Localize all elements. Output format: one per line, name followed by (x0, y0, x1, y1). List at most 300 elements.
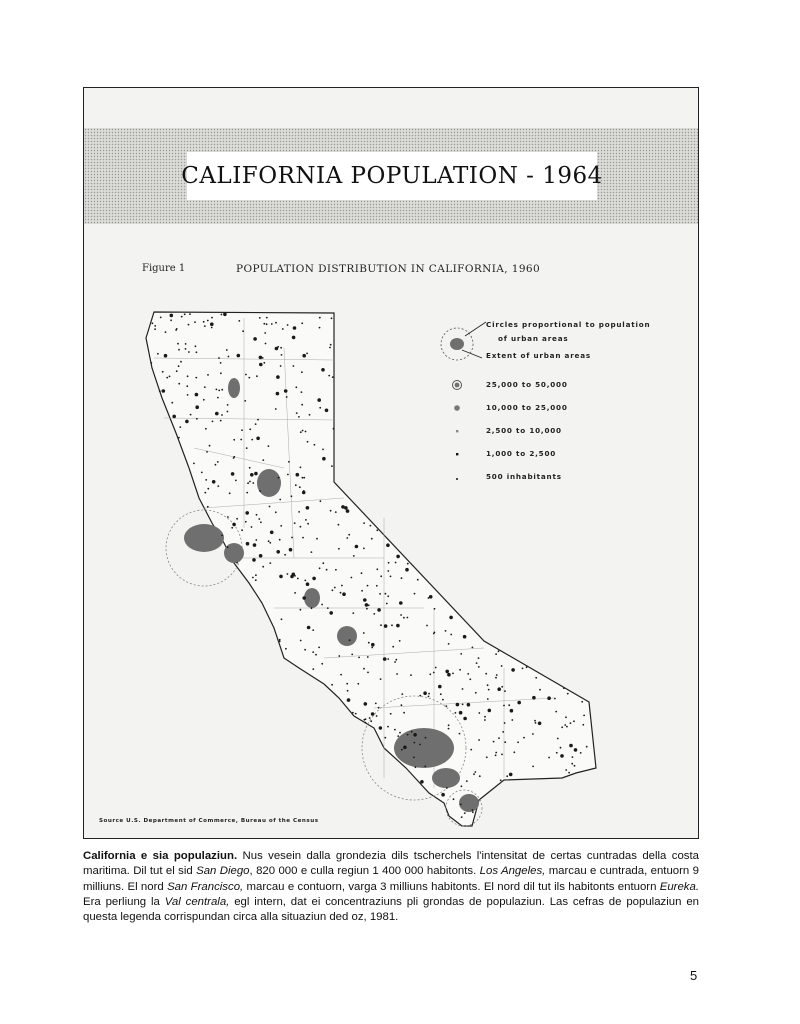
population-dot (237, 354, 241, 358)
population-dot (456, 703, 458, 705)
population-dot (438, 685, 442, 689)
population-dot (478, 666, 480, 668)
population-dot (220, 372, 222, 374)
population-dot (185, 348, 187, 350)
population-dot (207, 320, 209, 322)
population-dot (271, 323, 273, 325)
population-dot (380, 575, 382, 577)
population-dot (330, 344, 332, 346)
population-dot (276, 375, 280, 379)
population-dot (233, 439, 235, 441)
population-dot (255, 579, 257, 581)
population-dot (419, 744, 421, 746)
population-dot (380, 624, 382, 626)
population-dot (190, 414, 192, 416)
population-dot (479, 775, 481, 777)
population-dot (574, 748, 578, 752)
population-dot (280, 525, 282, 527)
population-dot (548, 757, 550, 759)
population-dot (203, 399, 205, 401)
population-dot (379, 726, 383, 730)
population-dot (249, 481, 251, 483)
population-dot (217, 397, 219, 399)
population-dot (211, 327, 213, 329)
population-dot (428, 696, 430, 698)
population-dot (284, 389, 288, 393)
population-dot (401, 704, 403, 706)
population-dot (532, 733, 534, 735)
population-dot (503, 705, 505, 707)
population-dot (574, 765, 576, 767)
population-dot (414, 593, 416, 595)
caption-text: marcau e cuntrada, entuorn 9 milliuns. El nord (83, 865, 699, 893)
population-dot (517, 701, 521, 705)
population-dot (170, 314, 174, 318)
population-dot (195, 393, 199, 397)
caption-place: Eureka. (659, 880, 699, 893)
population-dot (255, 574, 257, 576)
population-dot (570, 722, 572, 724)
population-dot (285, 648, 287, 650)
population-dot (384, 737, 386, 739)
legend-row-500: 500 inhabitants (486, 472, 562, 481)
population-dot (236, 562, 238, 564)
population-dot (399, 601, 403, 605)
population-dot (320, 500, 322, 502)
population-dot (322, 457, 326, 461)
caption-text: marcau e contuorn, varga 3 milliuns habitonts. El nord dil tut ils habitonts entuorn (243, 880, 660, 893)
legend-circles-line2: of urban areas (498, 334, 569, 343)
population-dot (221, 389, 223, 391)
population-dot (205, 428, 207, 430)
population-dot (281, 618, 283, 620)
population-dot (280, 347, 282, 349)
caption-text: egl intern, dat ei concentraziuns pli grondas de populaziun. Las cefras de populaziun en questa legenda corrispundan circa alla situaziun ded oz, 1981. (83, 895, 699, 924)
population-dot (279, 499, 281, 501)
population-dot (445, 630, 447, 632)
population-dot (218, 357, 220, 359)
population-dot (419, 695, 421, 697)
source-note: Source U.S. Department of Commerce, Bureau of the Census (99, 818, 319, 824)
population-dot (266, 317, 268, 319)
population-dot (426, 625, 428, 627)
population-dot (268, 445, 270, 447)
population-dot (329, 347, 331, 349)
population-dot (472, 811, 474, 813)
population-dot (326, 569, 328, 571)
population-dot (300, 467, 302, 469)
population-dot (311, 607, 313, 609)
population-dot (304, 649, 306, 651)
population-dot (383, 657, 387, 661)
population-dot (506, 775, 508, 777)
population-dot (358, 657, 360, 659)
population-dot (298, 511, 300, 513)
population-dot (433, 672, 435, 674)
state-outline (146, 312, 596, 826)
population-dot (321, 368, 325, 372)
population-dot (203, 321, 205, 323)
population-dot (187, 394, 189, 396)
population-dot (304, 580, 306, 582)
population-dot (216, 389, 218, 391)
population-dot (319, 567, 321, 569)
population-dot (327, 607, 329, 609)
population-dot (510, 709, 514, 713)
population-dot (319, 327, 321, 329)
population-dot (433, 633, 435, 635)
population-dot (346, 537, 348, 539)
population-dot (340, 592, 342, 594)
population-dot (275, 347, 279, 351)
legend-circles-line1: Circles proportional to population (486, 320, 651, 329)
population-dot (302, 430, 304, 432)
legend-row-1000: 1,000 to 2,500 (486, 449, 557, 458)
population-dot (255, 539, 257, 541)
population-dot (364, 702, 368, 706)
population-dot (297, 578, 299, 580)
population-dot (245, 374, 247, 376)
population-dot (511, 668, 515, 672)
population-dot (484, 716, 486, 718)
population-dot (464, 812, 466, 814)
population-dot (290, 575, 294, 579)
population-dot (311, 551, 313, 553)
population-dot (413, 742, 415, 744)
population-dot (497, 687, 501, 691)
population-dot (255, 423, 257, 425)
population-dot (317, 398, 321, 402)
figure-frame (83, 87, 699, 839)
population-dot (260, 521, 262, 523)
population-dot (295, 386, 297, 388)
population-dot (165, 331, 167, 333)
population-dot (487, 698, 489, 700)
population-dot (258, 518, 260, 520)
population-dot (256, 514, 258, 516)
population-dot (154, 328, 156, 330)
population-dot (365, 603, 369, 607)
population-dot (265, 343, 267, 345)
population-dot (240, 439, 242, 441)
population-dot (231, 472, 235, 476)
population-dot (394, 661, 396, 663)
population-dot (386, 543, 390, 547)
population-dot (495, 677, 497, 679)
population-dot (352, 712, 354, 714)
population-dot (395, 659, 397, 661)
population-dot (296, 412, 298, 414)
population-dot (467, 703, 471, 707)
population-dot (233, 457, 235, 459)
population-dot (176, 370, 178, 372)
population-dot (205, 479, 207, 481)
population-dot (335, 569, 337, 571)
population-dot (238, 320, 240, 322)
caption-text: Era perliung la (83, 895, 165, 908)
population-dot (487, 684, 489, 686)
population-dot (508, 704, 510, 706)
population-dot (217, 461, 219, 463)
population-dot (425, 737, 427, 739)
legend-extent-label: Extent of urban areas (486, 351, 591, 360)
population-dot (573, 720, 575, 722)
population-dot (557, 738, 559, 740)
population-dot (463, 635, 467, 639)
population-dot (235, 480, 237, 482)
population-dot (346, 509, 350, 513)
population-dot (355, 545, 359, 549)
figure-title: POPULATION DISTRIBUTION IN CALIFORNIA, 1960 (236, 263, 541, 275)
population-dot (321, 663, 323, 665)
population-dot (371, 647, 373, 649)
population-dot (534, 720, 536, 722)
population-dot (262, 459, 264, 461)
population-dot (196, 351, 198, 353)
population-dot (466, 780, 468, 782)
population-dot (417, 579, 419, 581)
caption-text: , 820 000 e culla regiun 1 400 000 habitonts. (249, 865, 480, 878)
population-dot (379, 593, 381, 595)
population-dot (194, 321, 196, 323)
population-dot (434, 608, 436, 610)
population-dot (332, 376, 334, 378)
population-dot (463, 717, 467, 721)
population-dot (353, 555, 355, 557)
population-dot (154, 325, 156, 327)
population-dot (196, 418, 198, 420)
population-dot (312, 651, 314, 653)
population-dot (227, 404, 229, 406)
population-dot (259, 490, 261, 492)
population-dot (498, 650, 500, 652)
population-dot (204, 386, 206, 388)
population-dot (335, 511, 337, 513)
population-dot (377, 608, 381, 612)
population-dot (517, 741, 519, 743)
population-dot (251, 526, 253, 528)
population-dot (401, 577, 403, 579)
population-dot (284, 554, 286, 556)
population-dot (407, 563, 409, 565)
population-dot (289, 548, 293, 552)
population-dot (263, 323, 265, 325)
population-dot (211, 317, 213, 319)
population-dot (282, 328, 284, 330)
population-dot (428, 693, 430, 695)
population-dot (388, 562, 390, 564)
population-dot (445, 705, 447, 707)
population-dot (169, 376, 171, 378)
population-dot (338, 548, 340, 550)
population-dot (338, 655, 340, 657)
population-dot (180, 361, 182, 363)
population-dot (341, 585, 343, 587)
population-dot (212, 480, 216, 484)
population-dot (413, 757, 415, 759)
population-dot (279, 640, 281, 642)
population-dot (164, 354, 168, 358)
population-dot (170, 319, 172, 321)
population-dot (314, 444, 316, 446)
population-dot (300, 431, 302, 433)
population-dot (210, 322, 214, 326)
population-dot (363, 598, 367, 602)
population-dot (207, 488, 209, 490)
population-dot (535, 677, 537, 679)
population-dot (293, 365, 295, 367)
population-dot (242, 330, 244, 332)
population-dot (221, 414, 223, 416)
population-dot (361, 590, 363, 592)
population-dot (309, 414, 311, 416)
population-dot (357, 683, 359, 685)
population-dot (218, 390, 220, 392)
population-dot (448, 728, 450, 730)
population-dot (569, 744, 573, 748)
population-dot (287, 474, 289, 476)
population-dot (446, 787, 448, 789)
population-dot (302, 596, 306, 600)
population-dot (176, 328, 178, 330)
population-dot (302, 477, 304, 479)
population-dot (302, 354, 306, 358)
population-dot (460, 804, 462, 806)
population-dot (522, 668, 524, 670)
population-dot (566, 726, 568, 728)
population-dot (231, 527, 233, 529)
caption-place: Los Angeles, (479, 865, 546, 878)
population-dot (207, 374, 209, 376)
population-dot (380, 678, 382, 680)
population-dot (371, 712, 375, 716)
population-dot (495, 653, 497, 655)
population-dot (411, 731, 413, 733)
population-dot (295, 484, 297, 486)
population-dot (478, 657, 480, 659)
population-dot (472, 809, 474, 811)
population-dot (461, 785, 463, 787)
population-dot (367, 585, 369, 587)
population-dot (396, 624, 400, 628)
population-dot (341, 505, 345, 509)
population-dot (307, 523, 309, 525)
population-dot (259, 317, 261, 319)
population-dot (241, 529, 243, 531)
population-dot (259, 554, 263, 558)
population-dot (204, 325, 206, 327)
caption-text: Nus vesein dalla grondezia dils tscherchels l'intensitat de certas cuntradas della costa maritima. Dil tut el sid (83, 850, 699, 878)
population-dot (236, 518, 238, 520)
population-dot (386, 603, 388, 605)
population-dot (450, 634, 452, 636)
population-dot (396, 673, 398, 675)
population-dot (291, 537, 293, 539)
population-dot (160, 317, 162, 319)
population-dot (448, 724, 450, 726)
population-dot (227, 411, 229, 413)
population-dot (206, 451, 208, 453)
population-dot (366, 608, 368, 610)
population-dot (415, 766, 417, 768)
population-dot (193, 463, 195, 465)
population-dot (445, 670, 449, 674)
population-dot (305, 519, 307, 521)
population-dot (387, 658, 389, 660)
legend-row-2500: 2,500 to 10,000 (486, 426, 562, 435)
population-dot (268, 540, 270, 542)
population-dot (215, 464, 217, 466)
population-dot (227, 546, 229, 548)
population-dot (403, 712, 405, 714)
population-dot (395, 562, 397, 564)
population-dot (363, 522, 365, 524)
population-dot (275, 322, 277, 324)
population-dot (501, 754, 503, 756)
population-dot (226, 349, 228, 351)
population-dot (449, 616, 453, 620)
population-dot (307, 441, 309, 443)
population-dot (227, 516, 229, 518)
population-dot (400, 614, 402, 616)
population-dot (306, 506, 310, 510)
population-dot (484, 719, 486, 721)
population-dot (204, 492, 206, 494)
population-dot (429, 673, 431, 675)
population-dot (185, 343, 187, 345)
population-dot (556, 752, 558, 754)
population-dot (296, 473, 300, 477)
population-dot (560, 754, 564, 758)
population-dot (177, 343, 179, 345)
population-dot (378, 707, 380, 709)
population-dot (459, 669, 461, 671)
population-dot (365, 718, 367, 720)
population-dot (420, 780, 424, 784)
population-dot (367, 672, 369, 674)
population-dot (212, 421, 214, 423)
population-dot (306, 353, 308, 355)
population-dot (244, 400, 246, 402)
population-dot (221, 314, 223, 316)
population-dot (384, 624, 388, 628)
population-dot (363, 548, 365, 550)
population-dot (207, 506, 209, 508)
population-dot (331, 684, 333, 686)
population-dot (351, 654, 353, 656)
population-dot (246, 492, 248, 494)
population-dot (476, 662, 478, 664)
population-dot (319, 317, 321, 319)
population-dot (435, 667, 437, 669)
population-dot (376, 568, 378, 570)
population-dot (474, 771, 476, 773)
legend-row-10000: 10,000 to 25,000 (486, 403, 568, 412)
population-dot (150, 362, 152, 364)
population-dot (312, 629, 314, 631)
population-dot (293, 326, 297, 330)
population-dot (294, 592, 296, 594)
population-dot (368, 642, 370, 644)
population-dot (462, 688, 464, 690)
population-dot (301, 404, 303, 406)
population-dot (241, 429, 243, 431)
population-dot (396, 555, 400, 559)
population-dot (361, 572, 363, 574)
population-dot (280, 365, 282, 367)
population-dot (246, 542, 250, 546)
legend-symbols (441, 322, 486, 480)
